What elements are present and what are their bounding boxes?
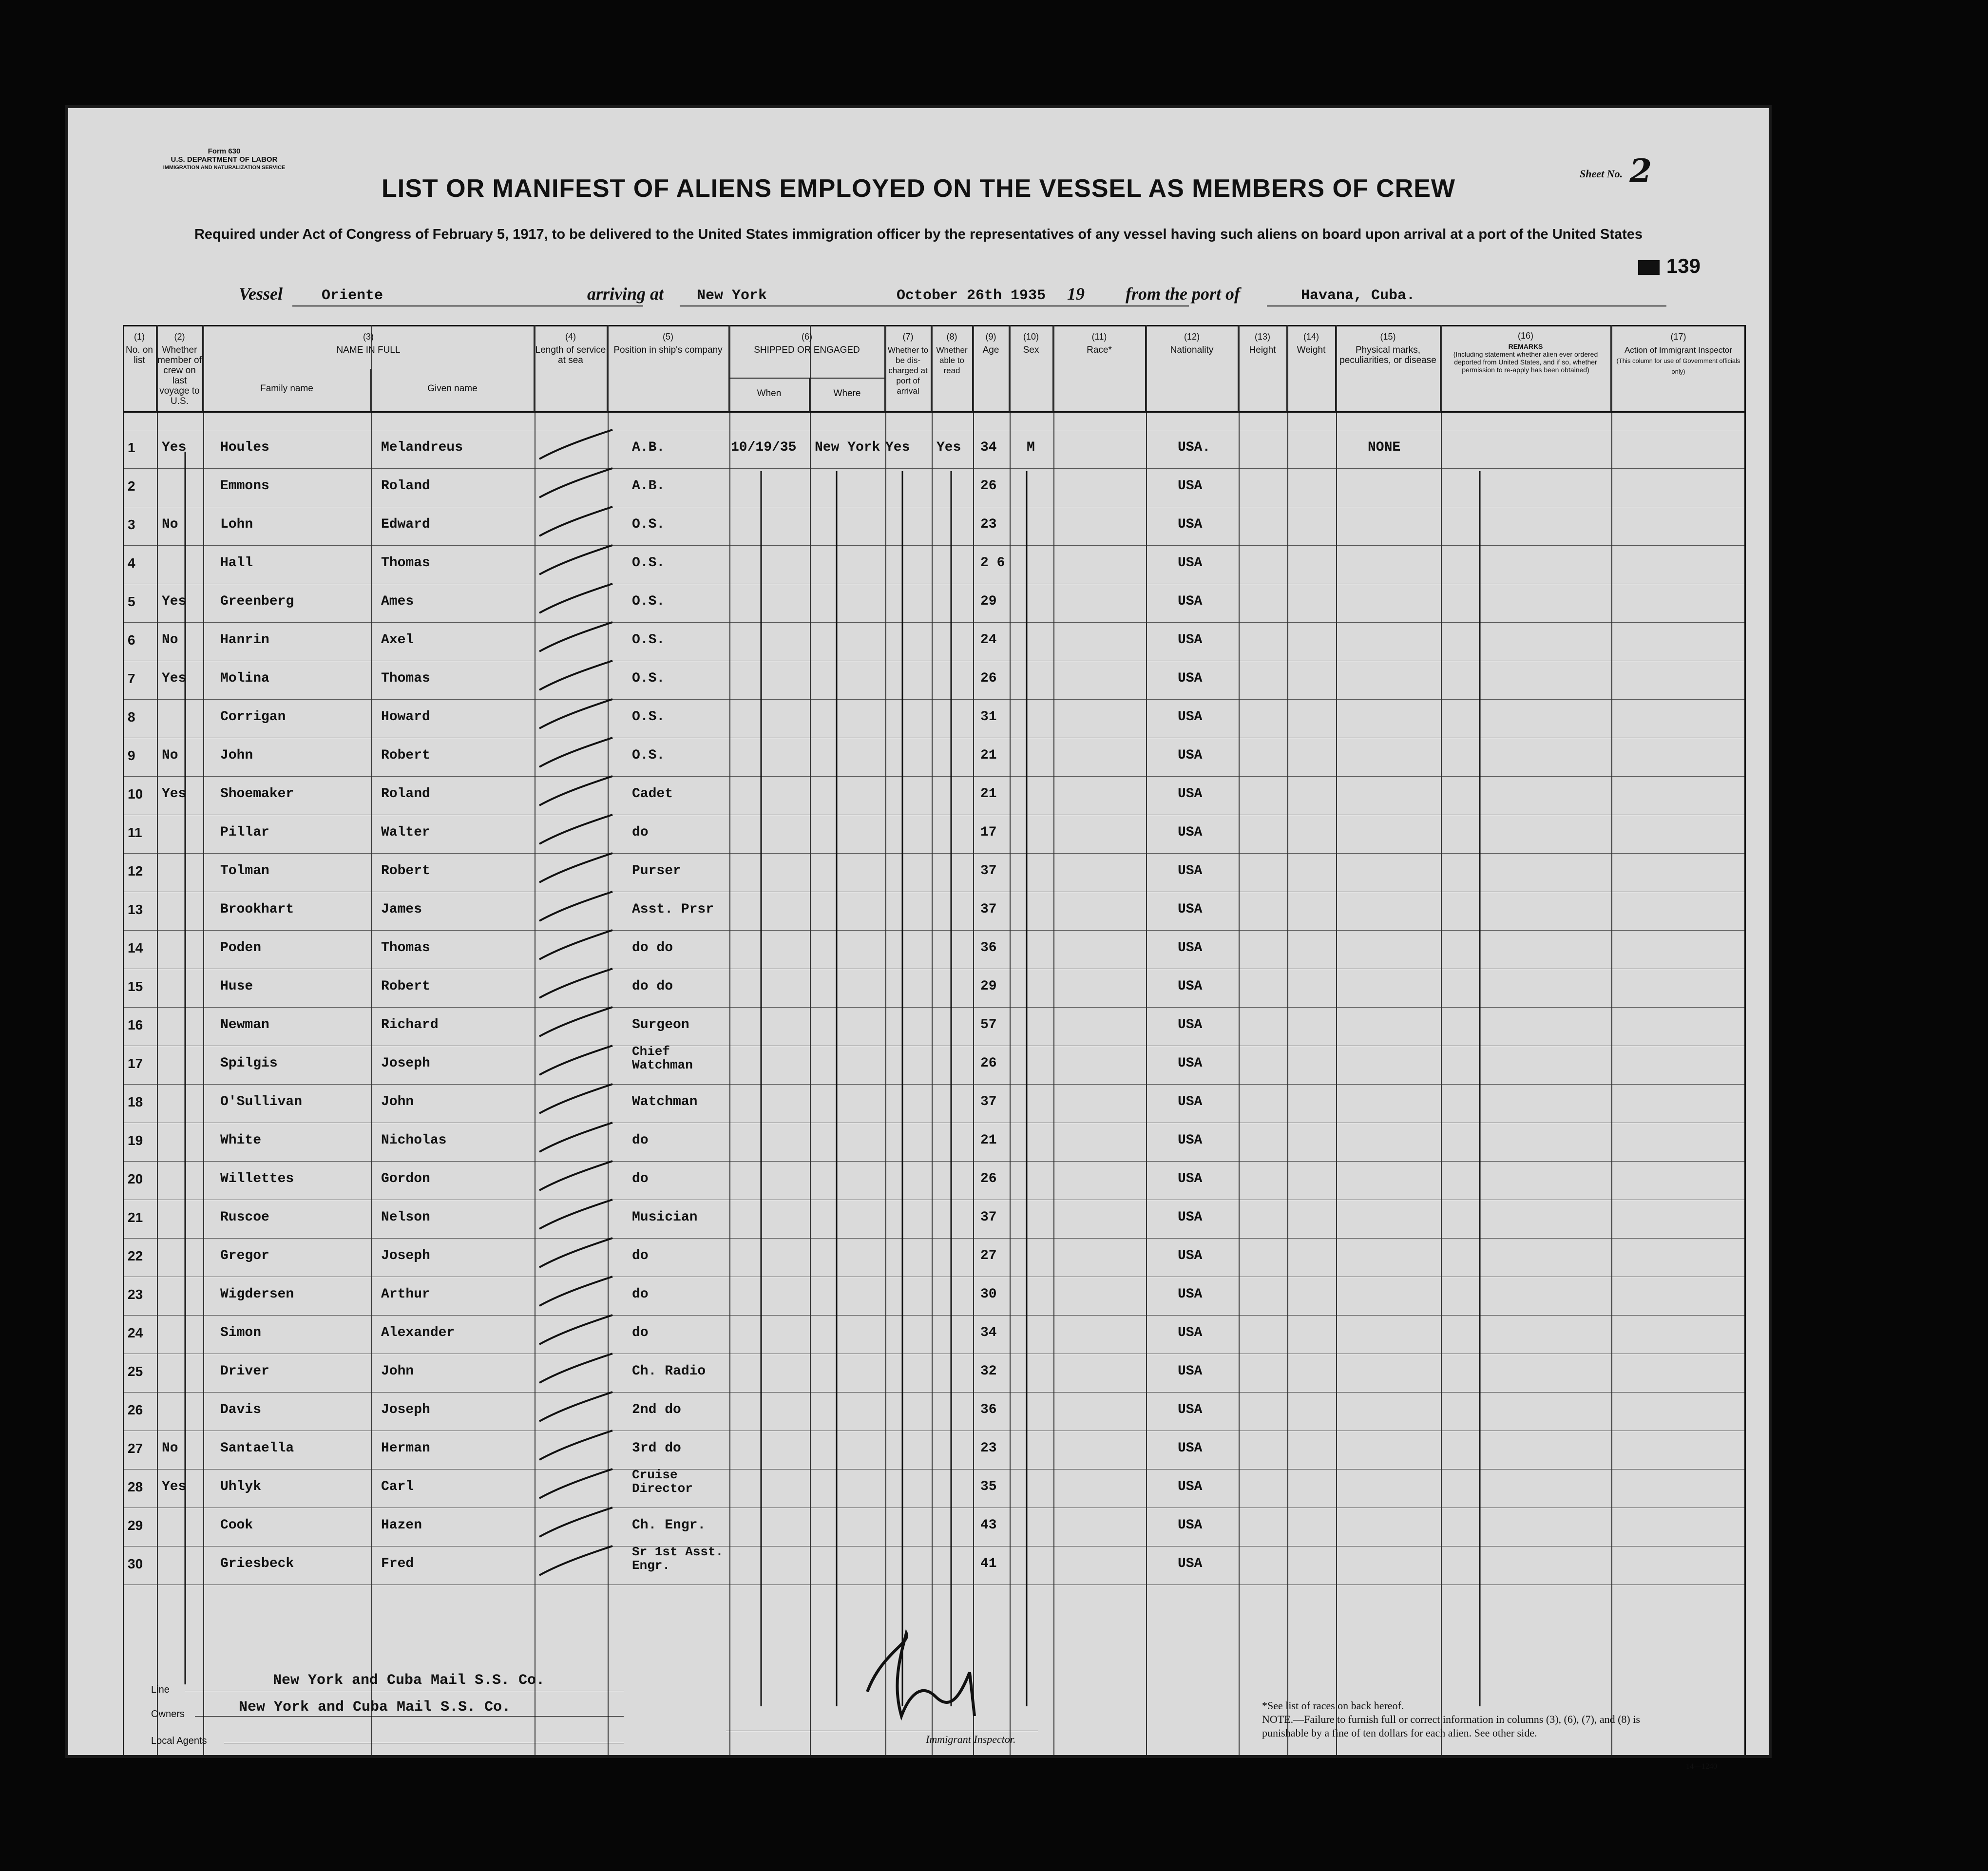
nationality: USA (1178, 1479, 1203, 1494)
row-number: 1 (128, 440, 135, 455)
position: Purser (632, 863, 681, 878)
position: do (632, 1171, 649, 1186)
col-header-nationality: (12) Nationality (1146, 325, 1239, 413)
position: O.S. (632, 555, 665, 571)
col-header-remarks: (16) REMARKS (Including statement whether alien ever ordered deported from United States, and if so, whether permission to re-apply has been obtained) (1441, 325, 1611, 413)
nationality: USA (1178, 1441, 1203, 1456)
family-name: Newman (220, 1017, 269, 1032)
row-number: 21 (128, 1210, 143, 1225)
port-label: from the port of (1126, 284, 1241, 304)
position: Musician (632, 1210, 698, 1225)
row-number: 14 (128, 940, 143, 955)
family-name: Santaella (220, 1441, 294, 1456)
position: A.B. (632, 478, 665, 494)
given-name: Melandreus (381, 440, 463, 455)
age: 37 (980, 863, 997, 878)
position: O.S. (632, 671, 665, 686)
row-number: 27 (128, 1441, 143, 1456)
age: 23 (980, 517, 997, 532)
given-name: James (381, 902, 422, 917)
owners-label: Owners (151, 1709, 185, 1719)
given-name: Robert (381, 979, 430, 994)
row-number: 12 (128, 863, 143, 878)
family-name: John (220, 748, 253, 763)
family-name: Driver (220, 1364, 269, 1379)
arrival-date: October 26th 1935 (897, 287, 1046, 304)
family-name: Emmons (220, 478, 269, 494)
given-name: Axel (381, 632, 414, 648)
family-name: Simon (220, 1325, 262, 1340)
position: Asst. Prsr (632, 902, 714, 917)
crew-last-voyage: Yes (162, 440, 187, 455)
nationality: USA (1178, 863, 1203, 878)
crew-last-voyage: Yes (162, 786, 187, 802)
crew-last-voyage: Yes (162, 1479, 187, 1494)
nationality: USA (1178, 709, 1203, 725)
arriving-value: New York (697, 287, 767, 304)
family-name: Lohn (220, 517, 253, 532)
nationality: USA (1178, 902, 1203, 917)
age: 21 (980, 1133, 997, 1148)
col-header-read: (8) Whether able to read (932, 325, 973, 413)
given-name: Howard (381, 709, 430, 725)
family-name: Shoemaker (220, 786, 294, 802)
age: 57 (980, 1017, 997, 1032)
page-subtitle: Required under Act of Congress of February 5, 1917, to be delivered to the United States immigration officer by the representatives of any vessel having such aliens on board upon arrival at a port of the United States (194, 227, 1643, 242)
given-name: Carl (381, 1479, 414, 1494)
given-name: Thomas (381, 940, 430, 955)
age: 37 (980, 1094, 997, 1109)
given-name: Thomas (381, 555, 430, 571)
given-name: Arthur (381, 1287, 430, 1302)
family-name: Cook (220, 1518, 253, 1533)
nationality: USA (1178, 786, 1203, 802)
col-header-shipped: (6) SHIPPED OR ENGAGED (729, 325, 885, 379)
nationality: USA (1178, 1210, 1203, 1225)
row-number: 3 (128, 517, 135, 532)
family-name: Pillar (220, 825, 269, 840)
position: O.S. (632, 748, 665, 763)
row-number: 19 (128, 1133, 143, 1148)
position: do (632, 825, 649, 840)
line-value: New York and Cuba Mail S.S. Co. (273, 1672, 545, 1689)
vessel-line: Vessel (239, 284, 283, 304)
given-name: Richard (381, 1017, 439, 1032)
col-header-where: Where (810, 379, 885, 413)
shipped-where: New York (815, 440, 880, 455)
position: O.S. (632, 709, 665, 725)
manifest-sheet (68, 108, 1769, 1771)
discharged: Yes (885, 440, 910, 455)
line-label: Line (151, 1684, 170, 1695)
arriving-label: arriving at (587, 284, 664, 304)
nationality: USA (1178, 1287, 1203, 1302)
age: 41 (980, 1556, 997, 1571)
age: 21 (980, 748, 997, 763)
row-number: 30 (128, 1556, 143, 1571)
family-name: Hanrin (220, 632, 269, 648)
position: O.S. (632, 517, 665, 532)
position: Sr 1st Asst. Engr. (632, 1545, 724, 1573)
row-number: 6 (128, 632, 135, 648)
crew-last-voyage: No (162, 1441, 178, 1456)
nationality: USA (1178, 555, 1203, 571)
position: Ch. Engr. (632, 1518, 706, 1533)
col-header-no: (1) No. on list (123, 325, 157, 413)
given-name: Robert (381, 863, 430, 878)
position: do do (632, 979, 673, 994)
nationality: USA (1178, 594, 1203, 609)
crew-last-voyage: Yes (162, 594, 187, 609)
given-name: Ames (381, 594, 414, 609)
row-number: 22 (128, 1248, 143, 1263)
family-name: Gregor (220, 1248, 269, 1263)
col-header-sex: (10) Sex (1010, 325, 1053, 413)
position: do (632, 1133, 649, 1148)
position: Surgeon (632, 1017, 689, 1032)
row-number: 11 (128, 825, 142, 840)
col-header-service: (4) Length of service at sea (535, 325, 608, 413)
crew-last-voyage: No (162, 748, 178, 763)
row-number: 5 (128, 594, 135, 609)
given-name: Roland (381, 478, 430, 494)
given-name: Joseph (381, 1402, 430, 1417)
age: 27 (980, 1248, 997, 1263)
age: 37 (980, 902, 997, 917)
age: 30 (980, 1287, 997, 1302)
age: 37 (980, 1210, 997, 1225)
age: 34 (980, 440, 997, 455)
nationality: USA (1178, 478, 1203, 494)
crew-last-voyage: Yes (162, 671, 187, 686)
position: do (632, 1287, 649, 1302)
nationality: USA (1178, 979, 1203, 994)
given-name: Alexander (381, 1325, 455, 1340)
age: 34 (980, 1325, 997, 1340)
age: 35 (980, 1479, 997, 1494)
form-code: 14—1240 (1686, 1762, 1717, 1771)
nationality: USA (1178, 1017, 1203, 1032)
age: 36 (980, 940, 997, 955)
nationality: USA. (1178, 440, 1211, 455)
vessel-value: Oriente (322, 287, 383, 304)
nationality: USA (1178, 1171, 1203, 1186)
col-header-race: (11) Race* (1053, 325, 1146, 413)
row-number: 7 (128, 671, 135, 686)
row-number: 2 (128, 478, 135, 494)
agents-label: Local Agents (151, 1736, 207, 1746)
given-name: Roland (381, 786, 430, 802)
given-name: Herman (381, 1441, 430, 1456)
col-header-discharged: (7) Whether to be dis-charged at port of arrival (885, 325, 932, 413)
family-name: Spilgis (220, 1056, 278, 1071)
age: 31 (980, 709, 997, 725)
page-number: 139 (1638, 254, 1701, 278)
age: 43 (980, 1518, 997, 1533)
nationality: USA (1178, 1094, 1203, 1109)
family-name: Houles (220, 440, 269, 455)
row-number: 23 (128, 1287, 143, 1302)
col-header-name: (3) NAME IN FULL (203, 325, 535, 369)
family-name: Wigdersen (220, 1287, 294, 1302)
col-header-age: (9) Age (973, 325, 1010, 413)
nationality: USA (1178, 1402, 1203, 1417)
age: 29 (980, 594, 997, 609)
nationality: USA (1178, 517, 1203, 532)
age: 29 (980, 979, 997, 994)
page-title: LIST OR MANIFEST OF ALIENS EMPLOYED ON THE VESSEL AS MEMBERS OF CREW (382, 174, 1455, 203)
age: 26 (980, 478, 997, 494)
inspector-signature (823, 1623, 1038, 1736)
position: Cruise Director (632, 1468, 693, 1496)
row-number: 25 (128, 1364, 143, 1379)
position: O.S. (632, 594, 665, 609)
sex: M (1027, 440, 1035, 455)
col-header-family: Family name (203, 369, 371, 413)
family-name: Brookhart (220, 902, 294, 917)
given-name: Fred (381, 1556, 414, 1571)
age: 17 (980, 825, 997, 840)
nationality: USA (1178, 825, 1203, 840)
nationality: USA (1178, 671, 1203, 686)
able-to-read: Yes (937, 440, 961, 455)
sheet-number: Sheet No. 2 (1580, 152, 1652, 190)
family-name: Uhlyk (220, 1479, 262, 1494)
family-name: Ruscoe (220, 1210, 269, 1225)
given-name: Joseph (381, 1248, 430, 1263)
nationality: USA (1178, 1056, 1203, 1071)
age: 26 (980, 1056, 997, 1071)
col-header-weight: (14) Weight (1287, 325, 1336, 413)
nationality: USA (1178, 1518, 1203, 1533)
position: 2nd do (632, 1402, 681, 1417)
given-name: Nelson (381, 1210, 430, 1225)
position: O.S. (632, 632, 665, 648)
row-number: 29 (128, 1518, 143, 1533)
family-name: Tolman (220, 863, 269, 878)
nationality: USA (1178, 1325, 1203, 1340)
row-number: 9 (128, 748, 135, 763)
row-number: 13 (128, 902, 143, 917)
row-number: 18 (128, 1094, 143, 1109)
given-name: Joseph (381, 1056, 430, 1071)
position: Watchman (632, 1094, 698, 1109)
given-name: John (381, 1364, 414, 1379)
nationality: USA (1178, 1556, 1203, 1571)
age: 23 (980, 1441, 997, 1456)
position: Chief Watchman (632, 1044, 693, 1072)
family-name: O'Sullivan (220, 1094, 303, 1109)
age: 36 (980, 1402, 997, 1417)
age: 21 (980, 786, 997, 802)
position: do (632, 1248, 649, 1263)
family-name: Willettes (220, 1171, 294, 1186)
family-name: Poden (220, 940, 262, 955)
crew-last-voyage: No (162, 517, 178, 532)
position: do (632, 1325, 649, 1340)
row-number: 17 (128, 1056, 143, 1071)
age: 24 (980, 632, 997, 648)
family-name: Hall (220, 555, 253, 571)
row-number: 15 (128, 979, 143, 994)
nationality: USA (1178, 632, 1203, 648)
footnote: *See list of races on back hereof. NOTE.—Failure to furnish full or correct information in columns (3), (6), (7), and (8) is punishable by a fine of ten dollars for each alien. See other side. (1262, 1699, 1640, 1739)
given-name: Walter (381, 825, 430, 840)
inspector-label: Immigrant Inspector. (926, 1733, 1016, 1745)
nationality: USA (1178, 748, 1203, 763)
col-header-marks: (15) Physical marks, peculiarities, or disease (1336, 325, 1441, 413)
given-name: John (381, 1094, 414, 1109)
form-number: Form 630 U.S. DEPARTMENT OF LABOR IMMIGRATION AND NATURALIZATION SERVICE (163, 147, 286, 171)
family-name: White (220, 1133, 262, 1148)
given-name: Hazen (381, 1518, 422, 1533)
position: Ch. Radio (632, 1364, 706, 1379)
col-header-position: (5) Position in ship's company (608, 325, 729, 413)
given-name: Robert (381, 748, 430, 763)
year-label: 19 (1067, 284, 1085, 304)
nationality: USA (1178, 940, 1203, 955)
family-name: Griesbeck (220, 1556, 294, 1571)
row-number: 20 (128, 1171, 143, 1186)
family-name: Molina (220, 671, 269, 686)
position: 3rd do (632, 1441, 681, 1456)
physical-marks: NONE (1368, 440, 1401, 455)
row-number: 8 (128, 709, 135, 725)
age: 26 (980, 671, 997, 686)
age: 32 (980, 1364, 997, 1379)
family-name: Huse (220, 979, 253, 994)
family-name: Greenberg (220, 594, 294, 609)
nationality: USA (1178, 1248, 1203, 1263)
age: 2 6 (980, 555, 1005, 571)
crew-last-voyage: No (162, 632, 178, 648)
family-name: Corrigan (220, 709, 286, 725)
given-name: Nicholas (381, 1133, 447, 1148)
given-name: Edward (381, 517, 430, 532)
position: do do (632, 940, 673, 955)
row-number: 4 (128, 555, 135, 571)
owners-value: New York and Cuba Mail S.S. Co. (239, 1699, 511, 1716)
shipped-when: 10/19/35 (731, 440, 797, 455)
col-header-crew: (2) Whether member of crew on last voyage to U.S. (157, 325, 203, 413)
nationality: USA (1178, 1364, 1203, 1379)
row-number: 16 (128, 1017, 143, 1032)
col-header-given: Given name (371, 369, 535, 413)
row-number: 28 (128, 1479, 143, 1494)
port-value: Havana, Cuba. (1301, 287, 1415, 304)
position: A.B. (632, 440, 665, 455)
col-header-when: When (729, 379, 810, 413)
nationality: USA (1178, 1133, 1203, 1148)
age: 26 (980, 1171, 997, 1186)
position: Cadet (632, 786, 673, 802)
given-name: Gordon (381, 1171, 430, 1186)
col-header-action: (17) Action of Immigrant Inspector (This column for use of Government officials only) (1611, 325, 1745, 413)
crew-table (123, 325, 1745, 1755)
row-number: 26 (128, 1402, 143, 1417)
given-name: Thomas (381, 671, 430, 686)
col-header-height: (13) Height (1239, 325, 1287, 413)
row-number: 24 (128, 1325, 143, 1340)
row-number: 10 (128, 786, 143, 802)
family-name: Davis (220, 1402, 262, 1417)
